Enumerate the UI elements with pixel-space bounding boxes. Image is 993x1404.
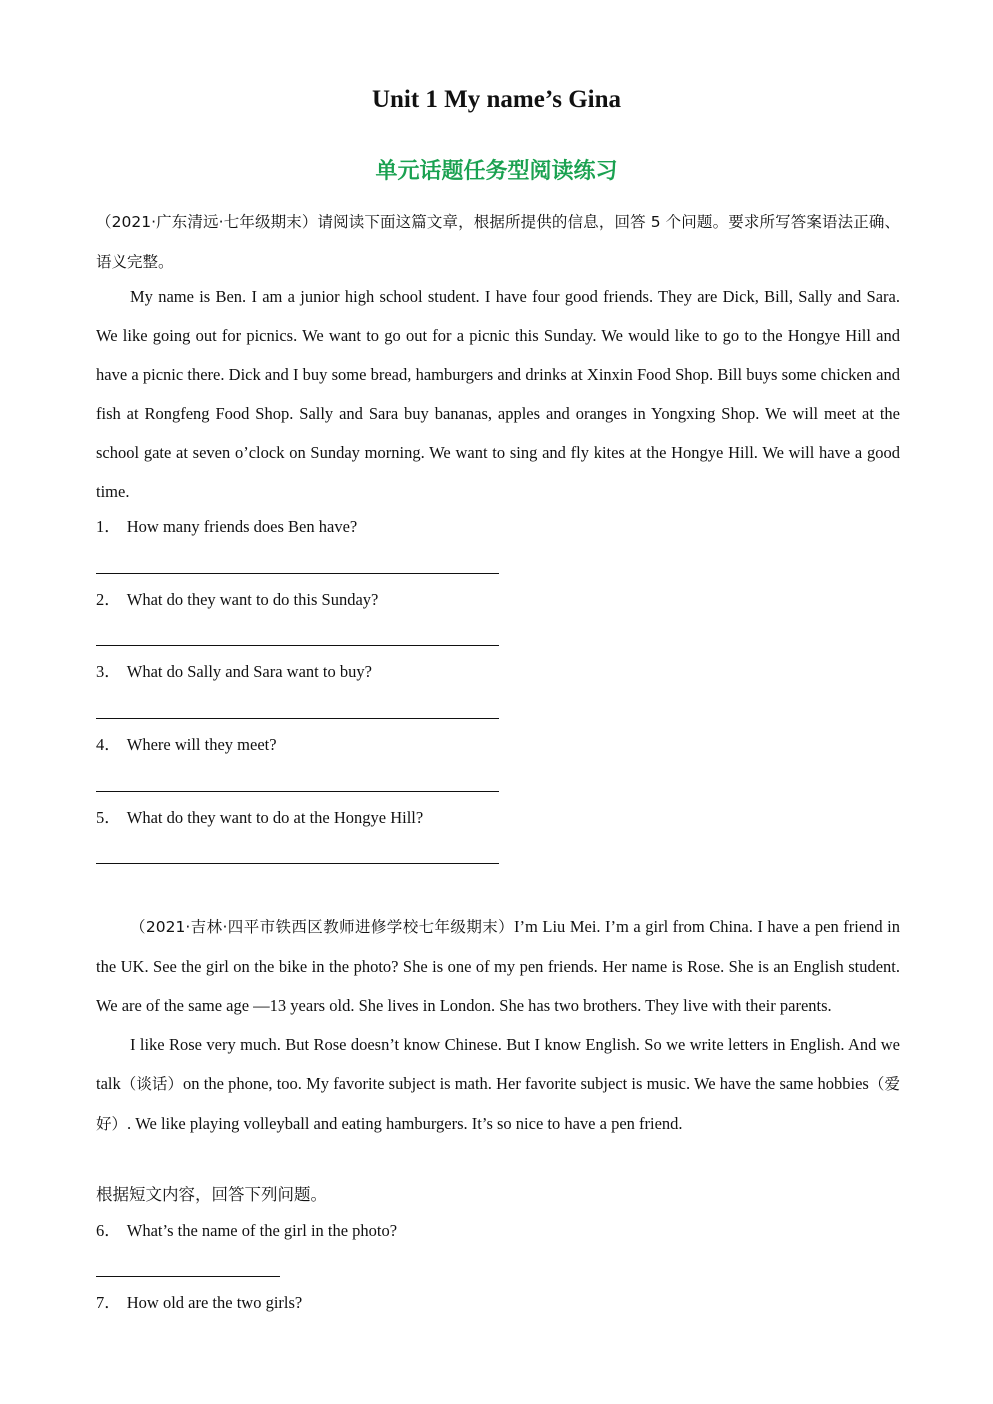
answer-line-2[interactable] — [96, 645, 499, 646]
section2-source: （2021·吉林·四平市铁西区教师进修学校七年级期末） — [130, 918, 515, 936]
page-title: Unit 1 My name’s Gina — [371, 86, 622, 113]
passage-paragraph-2 — [96, 1025, 900, 1144]
paragraph-text-b: on the phone, too. My favorite subject is math. Her favorite subject is music. We have the same hobbies — [183, 1074, 869, 1093]
question-text: What do they want to do at the Hongye Hill? — [126, 808, 424, 827]
question-number: 1． — [96, 517, 121, 536]
question-text: What do they want to do this Sunday? — [126, 590, 379, 609]
question-5 — [96, 806, 423, 830]
passage-paragraph-1 — [96, 907, 900, 1025]
question-number: 5． — [96, 808, 121, 827]
answer-line-1[interactable] — [96, 573, 499, 574]
question-4 — [96, 733, 277, 757]
question-6 — [96, 1219, 397, 1243]
answer-line-5[interactable] — [96, 863, 499, 864]
question-number: 7． — [96, 1293, 121, 1312]
paragraph-text-c: . We like playing volleyball and eating hamburgers. It’s so nice to have a pen friend. — [127, 1114, 683, 1133]
question-1 — [96, 515, 357, 539]
question-number: 3． — [96, 662, 121, 681]
answer-line-4[interactable] — [96, 791, 499, 792]
question-number: 4． — [96, 735, 121, 754]
section2-instruction: 根据短文内容，回答下列问题。 — [96, 1185, 327, 1204]
section1-instruction-text: 请阅读下面这篇文章，根据所提供的信息，回答 5 个问题。要求所写答案语法正确、语义完整。 — [96, 213, 900, 271]
section1-source: （2021·广东清远·七年级期末） — [96, 213, 318, 231]
page-subtitle: 单元话题任务型阅读练习 — [375, 159, 618, 184]
question-3 — [96, 660, 372, 684]
question-number: 2． — [96, 590, 121, 609]
question-text: Where will they meet? — [126, 735, 277, 754]
section2-passage — [96, 907, 900, 1144]
question-text: How old are the two girls? — [126, 1293, 303, 1312]
question-number: 6． — [96, 1221, 121, 1240]
question-text: What’s the name of the girl in the photo? — [126, 1221, 398, 1240]
question-text: How many friends does Ben have? — [126, 517, 358, 536]
section1-passage — [96, 277, 900, 511]
gloss-talk: （谈话） — [120, 1075, 184, 1093]
answer-line-3[interactable] — [96, 718, 499, 719]
question-2 — [96, 588, 378, 612]
answer-line-6[interactable] — [96, 1276, 280, 1277]
passage-paragraph: My name is Ben. I am a junior high school student. I have four good friends. They are Dick, Bill, Sally and Sara. We like going out for picnics. We want to go out for a picnic this Sunday. We would like to go to the Hongye Hill and have a picnic there. Dick and I buy some bread, hamburgers and drinks at Xinxin Food Shop. Bill buys some chicken and fish at Rongfeng Food Shop. Sally and Sara buy bananas, apples and oranges in Yongxing Shop. We will meet at the school gate at seven o’clock on Sunday morning. We want to sing and fly kites at the Hongye Hill. We will have a good time. — [96, 287, 900, 501]
gloss-hobbies: （爱好） — [96, 1075, 900, 1133]
paragraph-text-a: I like Rose very much. But Rose doesn’t know Chinese. But I know English. So we write letters in English. And we talk — [96, 1035, 900, 1093]
question-7 — [96, 1291, 302, 1315]
section1-instruction — [96, 202, 900, 282]
question-text: What do Sally and Sara want to buy? — [126, 662, 372, 681]
paragraph-text: I’m Liu Mei. I’m a girl from China. I have a pen friend in the UK. See the girl on the bike in the photo? She is one of my pen friends. Her name is Rose. She is an English student. We are of the same age —13 years old. She lives in London. She has two brothers. They live with their parents. — [96, 917, 900, 1015]
